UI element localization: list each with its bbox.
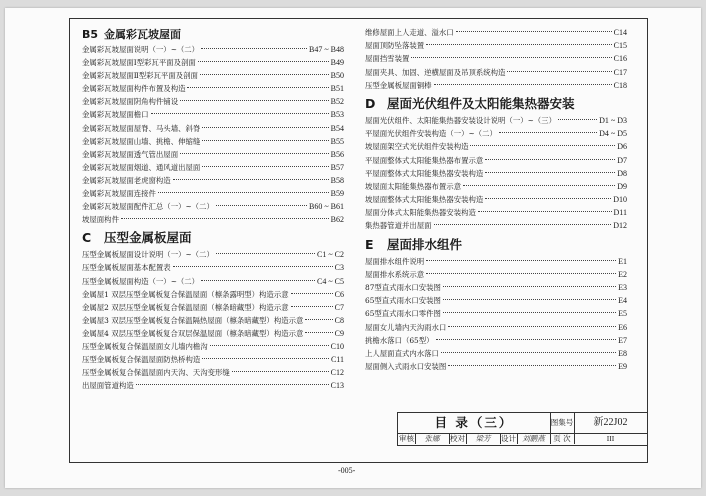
- dot-leader: [426, 273, 616, 274]
- dot-leader: [448, 365, 616, 366]
- toc-entry-title: 金属彩瓦坡屋面配件汇总（一）~（二）: [82, 202, 214, 212]
- toc-entry-page: D6: [617, 142, 627, 152]
- toc-entry-title: 金属彩瓦坡屋面屋脊、马头墙、斜脊: [82, 123, 201, 133]
- toc-entry-page: C6: [334, 289, 344, 299]
- toc-entry-title: 金属彩瓦坡屋面说明（一）~（二）: [82, 45, 200, 54]
- toc-entry-title: 金属彩瓦坡屋面老虎窗构造: [82, 175, 171, 185]
- toc-entry-page: E6: [618, 322, 627, 332]
- dot-leader: [436, 339, 617, 340]
- toc-entry[interactable]: [365, 114, 627, 127]
- dot-leader: [485, 172, 615, 173]
- toc-entry[interactable]: [365, 321, 627, 334]
- toc-entry[interactable]: [365, 268, 627, 281]
- toc-entry[interactable]: [365, 360, 627, 373]
- dot-leader: [426, 44, 612, 45]
- dot-leader: [470, 145, 615, 146]
- toc-entry-title: 平屋面整体式太阳能集热器布置示意: [365, 155, 484, 165]
- dot-leader: [443, 286, 616, 287]
- toc-entry-title: 压型金属板屋面设计说明（一）~（二）: [82, 250, 214, 260]
- toc-entry[interactable]: [82, 187, 344, 200]
- dot-leader: [151, 113, 329, 114]
- toc-entry-title: 坡屋面太阳能集热器布置示意: [365, 181, 462, 191]
- dot-leader: [202, 358, 329, 359]
- dot-leader: [216, 253, 315, 254]
- toc-entry[interactable]: [82, 161, 344, 174]
- toc-entry[interactable]: [82, 43, 344, 56]
- toc-entry-title: 挑檐水落口（65型）: [365, 335, 434, 345]
- toc-entry-page: B55: [330, 136, 344, 146]
- toc-entry-page: C10: [330, 341, 344, 351]
- dot-leader: [232, 371, 329, 372]
- toc-entry[interactable]: [82, 56, 344, 69]
- toc-entry[interactable]: [365, 127, 627, 140]
- dot-leader: [426, 260, 616, 261]
- toc-entry-title: 65型直式雨水口零件图: [365, 309, 441, 319]
- toc-entry[interactable]: [82, 200, 344, 213]
- toc-entry-page: B52: [330, 97, 344, 107]
- toc-entry-page: E9: [618, 362, 627, 372]
- dot-leader: [456, 31, 612, 32]
- toc-entry-page: B53: [330, 110, 344, 120]
- toc-entry-page: C14: [613, 28, 627, 37]
- toc-entry-page: E7: [618, 335, 627, 345]
- section-title: 压型金属板屋面: [104, 230, 192, 246]
- dot-leader: [558, 119, 597, 120]
- toc-entry[interactable]: [365, 39, 627, 52]
- toc-entry[interactable]: [82, 340, 344, 353]
- toc-entry-page: C16: [613, 54, 627, 64]
- toc-entry-page: B62: [330, 215, 344, 225]
- dot-leader: [180, 100, 329, 101]
- dot-leader: [499, 132, 597, 133]
- toc-entry-page: E5: [618, 309, 627, 319]
- right-column: [365, 26, 627, 373]
- toc-entry-title: 压型金属板屋面铜棒: [365, 80, 432, 90]
- left-column: [82, 26, 344, 392]
- toc-entry-title: 金属彩瓦坡屋面山墙、挑檐、伸缩缝: [82, 136, 201, 146]
- checker-signature: 梁芳: [466, 433, 501, 444]
- dot-leader: [443, 299, 616, 300]
- dot-leader: [305, 332, 332, 333]
- toc-entry-title: 屋面挡雪装置: [365, 54, 410, 64]
- toc-entry[interactable]: [82, 379, 344, 392]
- dot-leader: [187, 87, 328, 88]
- toc-entry[interactable]: [365, 347, 627, 360]
- toc-entry-title: 65型直式雨水口安装图: [365, 296, 441, 306]
- toc-entry-page: B60 ~ B61: [309, 202, 344, 212]
- toc-entry-page: D9: [617, 181, 627, 191]
- toc-entry-page: D11: [613, 208, 627, 218]
- dot-leader: [216, 205, 307, 206]
- toc-entry-title: 集热器管道并出屋面: [365, 221, 432, 231]
- toc-entry[interactable]: [365, 255, 627, 268]
- dot-leader: [202, 140, 328, 141]
- toc-entry-page: C11: [330, 355, 344, 365]
- review-label: 审核: [399, 434, 414, 443]
- dot-leader: [210, 345, 329, 346]
- toc-entry-title: 金属彩瓦坡屋面阴角构件铺设: [82, 97, 179, 107]
- dot-leader: [443, 312, 616, 313]
- toc-entry-title: 金属彩瓦坡屋面连接件: [82, 189, 156, 199]
- section-code: D: [365, 95, 376, 111]
- toc-entry-title: 金属彩瓦坡屋面Ⅱ型彩瓦平面及剖面: [82, 71, 198, 81]
- title-block: [397, 412, 648, 446]
- toc-entry-title: 金属彩瓦坡屋面烟道、通风道出屋面: [82, 162, 201, 172]
- toc-entry[interactable]: [82, 174, 344, 187]
- toc-entry[interactable]: [82, 108, 344, 121]
- toc-entry-page: C13: [330, 381, 344, 391]
- dot-leader: [202, 166, 328, 167]
- toc-entry-page: C8: [334, 315, 344, 325]
- toc-entry-page: C1 ~ C2: [317, 250, 344, 260]
- toc-entry-title: 维修屋面上人走道、溢水口: [365, 28, 454, 37]
- toc-entry-page: E1: [618, 256, 627, 266]
- toc-entry-page: C9: [334, 328, 344, 338]
- section-heading: [82, 27, 344, 43]
- toc-entry[interactable]: [365, 281, 627, 294]
- toc-entry[interactable]: [82, 122, 344, 135]
- section-title: 屋面光伏组件及太阳能集热器安装: [387, 95, 575, 111]
- dot-leader: [201, 280, 315, 281]
- toc-entry-title: 平屋面整体式太阳能集热器安装构造: [365, 168, 484, 178]
- toc-entry[interactable]: [365, 140, 627, 153]
- design-label: 设计: [501, 434, 516, 443]
- check-label: 校对: [450, 434, 465, 443]
- dot-leader: [434, 84, 612, 85]
- toc-entry[interactable]: [82, 82, 344, 95]
- toc-entry-page: B59: [330, 189, 344, 199]
- dot-leader: [180, 153, 329, 154]
- toc-entry[interactable]: [82, 301, 344, 314]
- dot-leader: [441, 352, 616, 353]
- toc-entry-page: C15: [613, 41, 627, 51]
- toc-entry-page: B58: [330, 175, 344, 185]
- toc-entry[interactable]: [82, 366, 344, 379]
- toc-entry-page: D4 ~ D5: [599, 129, 627, 139]
- toc-entry-title: 平屋面光伏组件安装构造（一）~（二）: [365, 129, 497, 139]
- toc-entry[interactable]: [365, 52, 627, 65]
- toc-entry-page: C4 ~ C5: [317, 276, 344, 286]
- toc-entry-title: 金属屋4 双层压型金属板复合双层保温屋面（檩条暗藏型）构造示意: [82, 328, 304, 338]
- reviewer-signature: 张娜: [415, 433, 450, 444]
- section-title: 屋面排水组件: [387, 236, 463, 252]
- toc-entry-title: 压型金属板屋面构造（一）~（二）: [82, 276, 200, 286]
- toc-entry[interactable]: [365, 206, 627, 219]
- toc-entry[interactable]: [82, 148, 344, 161]
- toc-entry-title: 压型金属板复合保温屋面女儿墙内檐沟: [82, 341, 208, 351]
- dot-leader: [201, 48, 307, 49]
- set-number: 新22J02: [574, 413, 647, 434]
- toc-entry-title: 压型金属板复合保温屋面内天沟、天沟变形缝: [82, 368, 230, 378]
- toc-entry-page: B56: [330, 149, 344, 159]
- toc-entry[interactable]: [365, 334, 627, 347]
- toc-entry-title: 坡屋面整体式太阳能集热器安装构造: [365, 195, 484, 205]
- toc-entry-title: 屋面光伏组件、太阳能集热器安装设计说明（一）~（三）: [365, 115, 556, 125]
- toc-entry-page: B54: [330, 123, 344, 133]
- set-number-label: 图集号: [550, 413, 575, 434]
- designer-signature: 刘鹏燕: [517, 433, 551, 444]
- toc-entry-title: 坡屋面架空式光伏组件安装构造: [365, 142, 469, 152]
- dot-leader: [485, 198, 611, 199]
- toc-entry[interactable]: [365, 79, 627, 92]
- toc-entry[interactable]: [365, 26, 627, 39]
- toc-entry-title: 屋面分体式太阳能集热器安装构造: [365, 208, 476, 218]
- toc-entry-page: D12: [613, 221, 627, 231]
- dot-leader: [173, 266, 333, 267]
- dot-leader: [136, 384, 329, 385]
- section-heading: [365, 235, 627, 255]
- toc-entry-page: B49: [330, 58, 344, 68]
- toc-entry-page: E3: [618, 283, 627, 292]
- toc-entry-page: E2: [618, 269, 627, 279]
- toc-entry-page: D7: [617, 155, 627, 165]
- toc-entry-title: 压型金属板屋面基本配置表: [82, 263, 171, 273]
- toc-entry-title: 屋面女儿墙内天沟雨水口: [365, 322, 447, 332]
- dot-leader: [291, 306, 333, 307]
- toc-entry-page: E8: [618, 348, 627, 358]
- toc-entry-title: 压型金属板复合保温屋面防热桥构造: [82, 355, 201, 365]
- toc-entry[interactable]: [82, 275, 344, 288]
- toc-entry-title: 金属彩瓦坡屋面Ⅰ型彩瓦平面及剖面: [82, 58, 196, 68]
- toc-entry[interactable]: [365, 193, 627, 206]
- toc-entry[interactable]: [82, 327, 344, 340]
- toc-entry-page: D10: [613, 195, 627, 205]
- section-code: E: [365, 236, 374, 252]
- toc-entry-title: 金属彩瓦坡屋面构件布置及构造: [82, 84, 186, 94]
- dot-leader: [121, 218, 329, 219]
- section-code: B5: [82, 28, 99, 41]
- toc-entry-title: 屋面顶防坠落装置: [365, 41, 425, 51]
- toc-entry[interactable]: [365, 307, 627, 320]
- toc-entry-title: 87型直式雨水口安装图: [365, 283, 441, 292]
- sheet-title: 目 录（三）: [398, 413, 551, 434]
- toc-entry-title: 屋面侧入式雨水口安装图: [365, 362, 447, 372]
- toc-entry-title: 坡屋面构件: [82, 215, 119, 225]
- toc-entry-title: 金属屋3 双层压型金属板复合保温隔热屋面（檩条暗藏型）构造示意: [82, 315, 304, 325]
- dot-leader: [173, 179, 329, 180]
- toc-entry-title: 金属屋1 双层压型金属板复合保温屋面（檩条露明型）构造示意: [82, 289, 289, 299]
- toc-entry-page: B57: [330, 162, 344, 172]
- toc-entry[interactable]: [82, 135, 344, 148]
- toc-entry[interactable]: [365, 66, 627, 79]
- toc-entry[interactable]: [82, 69, 344, 82]
- dot-leader: [448, 326, 616, 327]
- toc-entry-page: C3: [334, 263, 344, 273]
- toc-entry-title: 屋面夹具、加固、逆横屋面及吊顶系统构造: [365, 67, 506, 77]
- toc-entry[interactable]: [82, 353, 344, 366]
- toc-entry-title: 金属屋2 双层压型金属板复合保温屋面（檩条暗藏型）构造示意: [82, 302, 289, 312]
- toc-entry[interactable]: [365, 167, 627, 180]
- toc-entry-title: 金属彩瓦坡屋面檐口: [82, 110, 149, 120]
- toc-entry-page: B47 ~ B48: [309, 45, 344, 54]
- toc-entry[interactable]: [82, 95, 344, 108]
- page-footer-number: -005-: [338, 466, 356, 475]
- dot-leader: [478, 211, 612, 212]
- section-title: 金属彩瓦坡屋面: [104, 28, 181, 41]
- dot-leader: [202, 127, 328, 128]
- dot-leader: [485, 159, 615, 160]
- toc-entry-page: E4: [618, 296, 627, 306]
- toc-entry-title: 金属彩瓦坡屋面透气管出屋面: [82, 149, 179, 159]
- dot-leader: [507, 71, 611, 72]
- dot-leader: [411, 57, 611, 58]
- page-roman: III: [606, 434, 615, 443]
- toc-entry[interactable]: [365, 154, 627, 167]
- section-code: C: [82, 230, 92, 246]
- toc-entry-page: C7: [334, 302, 344, 312]
- toc-entry-page: C18: [613, 80, 627, 90]
- toc-entry-page: C17: [613, 67, 627, 77]
- toc-entry-page: B51: [330, 84, 344, 94]
- toc-entry[interactable]: [82, 288, 344, 301]
- dot-leader: [434, 224, 612, 225]
- toc-entry[interactable]: [82, 248, 344, 261]
- toc-entry[interactable]: [365, 219, 627, 232]
- toc-entry[interactable]: [82, 314, 344, 327]
- toc-entry[interactable]: [82, 213, 344, 226]
- toc-entry-page: D8: [617, 168, 627, 178]
- dot-leader: [158, 192, 329, 193]
- dot-leader: [291, 293, 333, 294]
- toc-entry-title: 屋面排水组件说明: [365, 256, 425, 266]
- dot-leader: [305, 319, 332, 320]
- toc-entry-title: 上人屋面直式内水落口: [365, 348, 439, 358]
- toc-entry-title: 出屋面管道构造: [82, 381, 134, 391]
- section-heading: [365, 94, 627, 114]
- toc-entry[interactable]: [365, 294, 627, 307]
- dot-leader: [463, 185, 615, 186]
- dot-leader: [198, 61, 329, 62]
- toc-entry[interactable]: [365, 180, 627, 193]
- toc-entry-page: D1 ~ D3: [599, 115, 627, 125]
- toc-entry-page: B50: [330, 71, 344, 81]
- page-label: 页 次: [550, 433, 575, 444]
- section-heading: [82, 228, 344, 248]
- toc-entry[interactable]: [82, 261, 344, 274]
- toc-entry-page: C12: [330, 368, 344, 378]
- toc-entry-title: 屋面排水系统示意: [365, 269, 425, 279]
- dot-leader: [200, 74, 329, 75]
